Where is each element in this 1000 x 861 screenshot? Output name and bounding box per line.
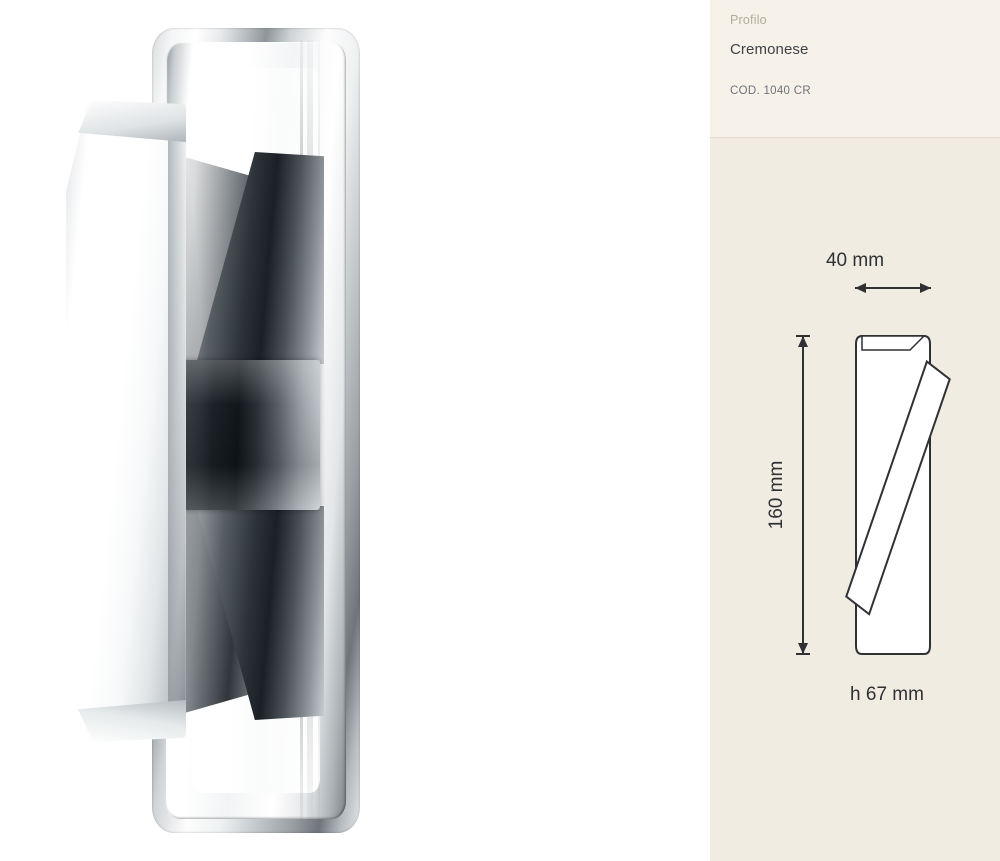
dimension-height-arrow-top (798, 336, 808, 347)
dimension-width-arrow-left (855, 283, 866, 293)
product-eyebrow: Profilo (730, 13, 767, 27)
dimension-height-label: 160 mm (766, 460, 787, 530)
dimension-width-label: 40 mm (825, 250, 885, 271)
product-name: Cremonese (730, 41, 809, 58)
info-header (710, 0, 1000, 138)
dimension-height-arrow-bottom (798, 643, 808, 654)
dimension-width-arrow-right (920, 283, 931, 293)
lever-inner-edge (168, 118, 186, 724)
dimension-projection-label: h 67 mm (850, 684, 924, 705)
product-code: COD. 1040 CR (730, 85, 811, 97)
technical-drawing (710, 138, 1000, 861)
dimension-height (766, 336, 810, 654)
info-panel (710, 0, 1000, 861)
dimension-width (826, 250, 931, 338)
